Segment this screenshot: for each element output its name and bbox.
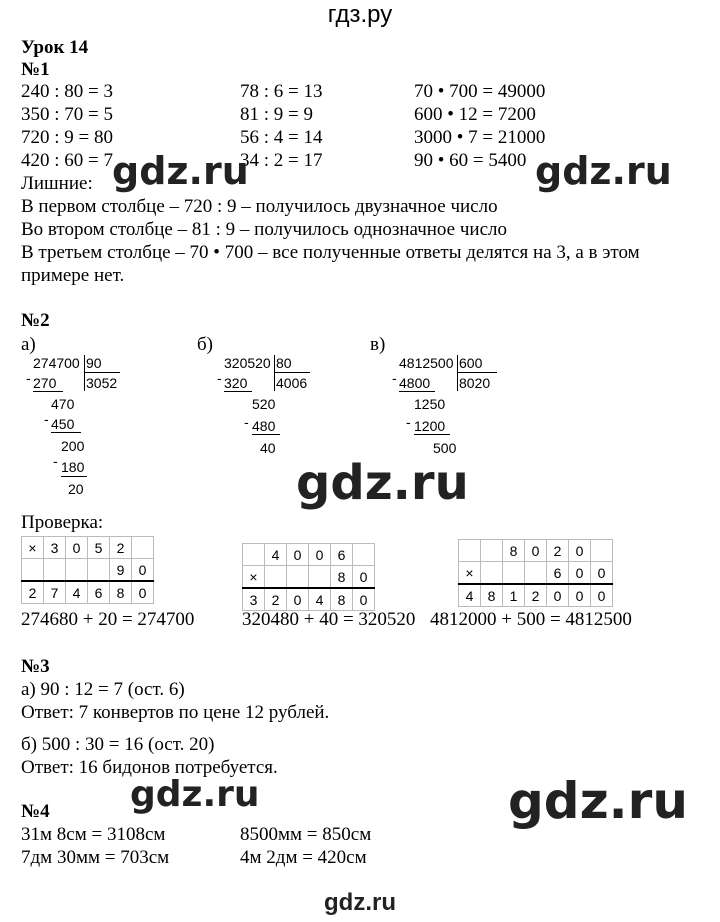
empty-cell	[22, 559, 44, 582]
task3-number: №3	[21, 656, 50, 677]
digit: 0	[66, 537, 88, 559]
digit: 8	[481, 584, 503, 607]
conversion: 7дм 30мм = 703см	[21, 847, 170, 868]
task3-line: Ответ: 16 бидонов потребуется.	[21, 757, 278, 778]
digit: 6	[547, 562, 569, 585]
check-sum: 274680 + 20 = 274700	[21, 609, 195, 630]
step: 1200	[414, 418, 446, 434]
equation: 70 • 700 = 49000	[414, 81, 546, 102]
equation: 240 : 80 = 3	[21, 81, 113, 102]
watermark: gdz.ru	[112, 149, 249, 193]
site-header: гдз.ру	[327, 1, 393, 28]
dividend: 274700	[33, 355, 80, 371]
times-sign: ×	[243, 566, 265, 589]
empty-cell	[132, 537, 154, 559]
explanation-line: примере нет.	[21, 265, 125, 286]
task2-number: №2	[21, 310, 50, 331]
digit: 0	[353, 588, 375, 611]
digit: 1	[503, 584, 525, 607]
check-grid-a	[21, 536, 154, 604]
step: 520	[252, 396, 276, 412]
minus-sign: -	[244, 414, 249, 430]
watermark: gdz.ru	[508, 772, 688, 830]
equation: 720 : 9 = 80	[21, 127, 113, 148]
digit: 0	[569, 562, 591, 585]
minus-sign: -	[392, 370, 397, 386]
digit: 0	[569, 540, 591, 562]
step: 270	[33, 375, 57, 391]
empty-cell	[243, 544, 265, 566]
task1-number: №1	[21, 59, 50, 80]
conversion: 4м 2дм = 420см	[240, 847, 367, 868]
equation: 81 : 9 = 9	[240, 104, 313, 125]
remainder: 40	[260, 440, 276, 456]
digit: 0	[547, 584, 569, 607]
digit: 6	[331, 544, 353, 566]
digit: 0	[309, 544, 331, 566]
empty-cell	[44, 559, 66, 582]
empty-cell	[265, 566, 287, 589]
digit: 4	[309, 588, 331, 611]
check-label: Проверка:	[21, 512, 104, 533]
dividend: 320520	[224, 355, 271, 371]
digit: 3	[243, 588, 265, 611]
digit: 0	[569, 584, 591, 607]
minus-sign: -	[406, 414, 411, 430]
digit: 0	[287, 544, 309, 566]
divisor: 600	[459, 355, 483, 371]
step: 470	[51, 396, 75, 412]
conversion: 8500мм = 850см	[240, 824, 372, 845]
digit: 6	[88, 581, 110, 604]
equation: 78 : 6 = 13	[240, 81, 323, 102]
times-sign: ×	[22, 537, 44, 559]
empty-cell	[459, 540, 481, 562]
equation: 56 : 4 = 14	[240, 127, 323, 148]
digit: 3	[44, 537, 66, 559]
digit: 2	[265, 588, 287, 611]
label-b: б)	[197, 334, 213, 355]
digit: 0	[353, 566, 375, 589]
empty-cell	[481, 562, 503, 585]
digit: 8	[110, 581, 132, 604]
digit: 0	[525, 540, 547, 562]
empty-cell	[309, 566, 331, 589]
extra-label: Лишние:	[21, 173, 93, 194]
empty-cell	[591, 540, 613, 562]
step: 320	[224, 375, 248, 391]
digit: 7	[44, 581, 66, 604]
quotient: 3052	[86, 375, 118, 391]
remainder: 20	[68, 481, 84, 497]
task3-line: Ответ: 7 конвертов по цене 12 рублей.	[21, 702, 330, 723]
digit: 2	[110, 537, 132, 559]
equation: 34 : 2 = 17	[240, 150, 323, 171]
conversion: 31м 8см = 3108см	[21, 824, 166, 845]
digit: 8	[331, 566, 353, 589]
digit: 0	[591, 584, 613, 607]
step: 480	[252, 418, 276, 434]
digit: 8	[503, 540, 525, 562]
digit: 8	[331, 588, 353, 611]
equation: 600 • 12 = 7200	[414, 104, 536, 125]
digit: 2	[547, 540, 569, 562]
minus-sign: -	[26, 370, 31, 386]
quotient: 8020	[459, 375, 491, 391]
equation: 90 • 60 = 5400	[414, 150, 527, 171]
remainder: 500	[433, 440, 457, 456]
empty-cell	[525, 562, 547, 585]
check-sum: 4812000 + 500 = 4812500	[430, 609, 632, 630]
empty-cell	[66, 559, 88, 582]
digit: 0	[287, 588, 309, 611]
digit: 4	[265, 544, 287, 566]
digit: 4	[459, 584, 481, 607]
label-a: а)	[21, 334, 36, 355]
equation: 3000 • 7 = 21000	[414, 127, 546, 148]
check-grid-b	[242, 543, 375, 611]
divisor: 80	[276, 355, 292, 371]
minus-sign: -	[217, 370, 222, 386]
watermark: gdz.ru	[130, 774, 260, 815]
explanation-line: Во втором столбце – 81 : 9 – получилось однозначное число	[21, 219, 507, 240]
minus-sign: -	[53, 453, 58, 469]
equation: 350 : 70 = 5	[21, 104, 113, 125]
digit: 0	[591, 562, 613, 585]
label-v: в)	[370, 334, 386, 355]
digit: 0	[132, 559, 154, 582]
step: 4800	[399, 375, 431, 391]
digit: 9	[110, 559, 132, 582]
explanation-line: В третьем столбце – 70 • 700 – все полученные ответы делятся на 3, а в этом	[21, 242, 640, 263]
step: 200	[61, 438, 85, 454]
task4-number: №4	[21, 801, 50, 822]
step: 1250	[414, 396, 446, 412]
task3-line: а) 90 : 12 = 7 (ост. 6)	[21, 679, 185, 700]
equation: 420 : 60 = 7	[21, 150, 113, 171]
empty-cell	[481, 540, 503, 562]
digit: 4	[66, 581, 88, 604]
digit: 5	[88, 537, 110, 559]
step: 180	[61, 459, 85, 475]
empty-cell	[88, 559, 110, 582]
empty-cell	[353, 544, 375, 566]
times-sign: ×	[459, 562, 481, 585]
explanation-line: В первом столбце – 720 : 9 – получилось двузначное число	[21, 196, 498, 217]
minus-sign: -	[44, 411, 49, 427]
empty-cell	[287, 566, 309, 589]
check-grid-v	[458, 539, 613, 607]
task3-line: б) 500 : 30 = 16 (ост. 20)	[21, 734, 215, 755]
step: 450	[51, 416, 75, 432]
digit: 2	[525, 584, 547, 607]
lesson-title: Урок 14	[21, 37, 89, 58]
footer-watermark: gdz.ru	[324, 889, 396, 916]
empty-cell	[503, 562, 525, 585]
digit: 2	[22, 581, 44, 604]
quotient: 4006	[276, 375, 308, 391]
check-sum: 320480 + 40 = 320520	[242, 609, 416, 630]
watermark: gdz.ru	[535, 149, 672, 193]
divisor: 90	[86, 355, 102, 371]
dividend: 4812500	[399, 355, 454, 371]
digit: 0	[132, 581, 154, 604]
watermark: gdz.ru	[296, 455, 469, 511]
